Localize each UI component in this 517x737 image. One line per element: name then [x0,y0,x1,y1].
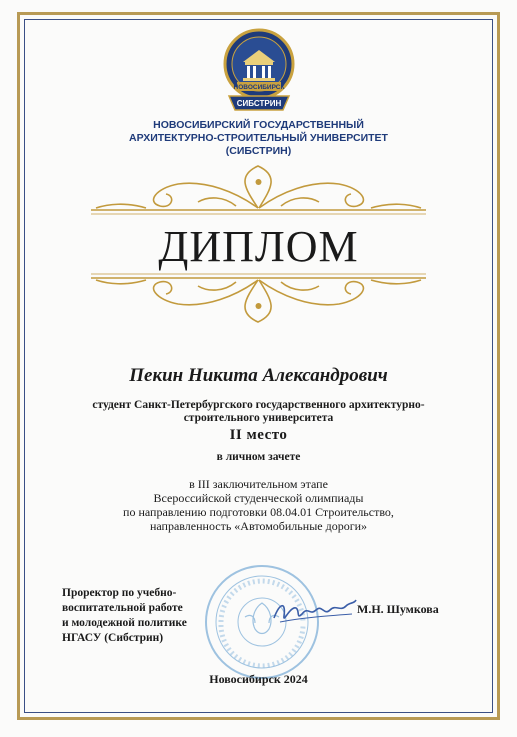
university-emblem-icon [221,26,297,112]
signatory-position [62,586,187,646]
bottom-ornament [86,266,431,326]
details-line2: Всероссийской студенческой олимпиады [153,491,364,505]
recipient-description-line1: студент Санкт-Петербургского государственного архитектурно- [92,399,425,411]
recipient-name: Пекин Никита Александрович [129,365,388,386]
diploma-title: ДИПЛОМ [158,222,359,271]
signatory-name: М.Н. Шумкова [357,602,439,616]
signatory-position-line2: воспитательной работе [62,602,183,614]
details-line3: по направлению подготовки 08.04.01 Строительство, [123,505,394,519]
university-name-line3: (СИБСТРИН) [225,145,292,157]
emblem-bottom-text: СИБСТРИН [236,99,282,108]
details-line1: в III заключительном этапе [189,477,328,491]
signatory-position-line4: НГАСУ (Сибстрин) [62,632,164,644]
details-line4: направленность «Автомобильные дороги» [149,519,368,533]
university-name-line1: НОВОСИБИРСКИЙ ГОСУДАРСТВЕННЫЙ [153,119,364,131]
emblem-top-text: НОВОСИБИРСК [233,84,285,91]
award-place: II место [229,427,288,443]
signatory-position-line3: и молодежной политике [62,617,187,629]
handwritten-signature [270,592,360,632]
top-ornament [86,162,431,222]
university-name-line2: АРХИТЕКТУРНО-СТРОИТЕЛЬНЫЙ УНИВЕРСИТЕТ [129,132,388,144]
recipient-description-line2: строительного университета [183,412,334,424]
signatory-position-line1: Проректор по учебно- [62,587,177,599]
award-category: в личном зачете [216,451,301,463]
city-year: Новосибирск 2024 [209,672,308,686]
